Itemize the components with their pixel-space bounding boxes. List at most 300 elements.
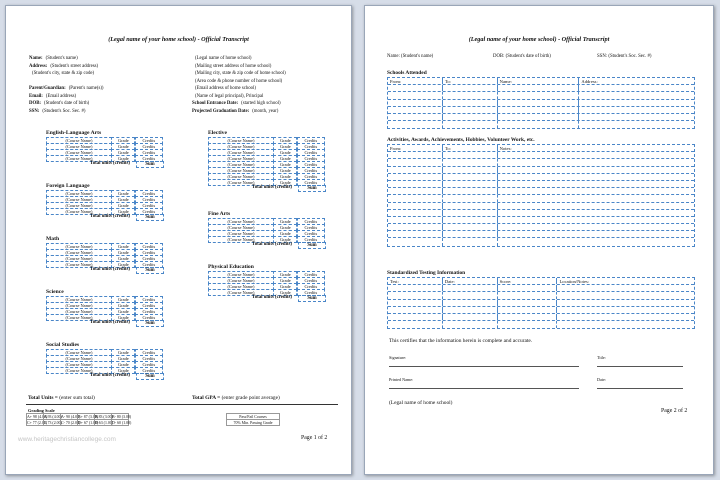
credits-cell[interactable]: Credits: [135, 143, 163, 150]
grade-cell[interactable]: Grade: [273, 149, 297, 156]
table-cell[interactable]: [579, 114, 694, 120]
sum-cell[interactable]: Sum: [136, 373, 164, 380]
course-name-cell[interactable]: (Course Name): [46, 155, 112, 162]
info-label: SSN:: [29, 108, 40, 114]
total-units-row: [208, 185, 326, 192]
table-cell[interactable]: [388, 174, 443, 180]
table-cell[interactable]: [443, 85, 498, 91]
grade-cell[interactable]: Grade: [273, 173, 297, 180]
activities-title: Activities, Awards, Achievements, Hobbies, Volunteer Work, etc.: [387, 137, 535, 143]
course-name-cell[interactable]: (Course Name): [208, 218, 274, 225]
table-cell[interactable]: [443, 195, 498, 201]
course-name-cell[interactable]: (Course Name): [208, 143, 274, 150]
sum-cell[interactable]: Sum: [298, 242, 326, 249]
activities-section: [387, 136, 695, 247]
course-name-cell[interactable]: (Course Name): [208, 271, 274, 278]
info-line: [29, 100, 104, 108]
course-name-cell[interactable]: (Course Name): [46, 202, 112, 209]
course-name-cell[interactable]: (Course Name): [208, 167, 274, 174]
grade-scale-cell: C+ 77 (2.00): [27, 421, 48, 425]
grade-cell[interactable]: Grade: [111, 196, 135, 203]
grade-cell[interactable]: Grade: [111, 202, 135, 209]
course-section: [208, 263, 326, 302]
table-cell[interactable]: [498, 307, 558, 313]
grading-scale: [26, 408, 346, 425]
info-value: (Mailing city, state & zip code of home school): [195, 71, 286, 76]
credits-cell[interactable]: Credits: [135, 314, 163, 321]
credits-cell[interactable]: Credits: [297, 271, 325, 278]
course-name-cell[interactable]: (Course Name): [46, 296, 112, 303]
table-cell[interactable]: [498, 224, 694, 230]
table-row: [388, 174, 694, 181]
grade-cell[interactable]: Grade: [111, 367, 135, 374]
title-line[interactable]: [597, 366, 683, 367]
header-name: Name: (Student's name): [387, 54, 434, 59]
grade-cell[interactable]: Grade: [111, 361, 135, 368]
credits-cell[interactable]: Credits: [297, 149, 325, 156]
grade-cell[interactable]: Grade: [273, 143, 297, 150]
table-row: [388, 238, 694, 245]
table-cell[interactable]: [498, 100, 580, 106]
column-header: Name:: [498, 78, 580, 84]
table-cell[interactable]: [443, 92, 498, 98]
table-cell[interactable]: [443, 174, 498, 180]
grade-scale-cell: B 83 (3.00): [95, 415, 113, 419]
table-cell[interactable]: [388, 195, 443, 201]
schools-attended-title: Schools Attended: [387, 70, 427, 76]
course-name-cell[interactable]: (Course Name): [208, 236, 274, 243]
table-cell[interactable]: [498, 203, 694, 209]
credits-cell[interactable]: Credits: [297, 224, 325, 231]
table-cell[interactable]: [557, 300, 694, 306]
grade-cell[interactable]: Grade: [111, 155, 135, 162]
table-cell[interactable]: [498, 314, 558, 320]
credits-cell[interactable]: Credits: [297, 230, 325, 237]
table-cell[interactable]: [388, 152, 443, 158]
credits-cell[interactable]: Credits: [135, 296, 163, 303]
table-cell[interactable]: [388, 217, 443, 223]
grade-cell[interactable]: Grade: [111, 261, 135, 268]
watermark: www.heritagechristiancollege.com: [18, 436, 116, 443]
column-header: Date:: [443, 278, 498, 284]
credits-cell[interactable]: Credits: [297, 167, 325, 174]
table-cell[interactable]: [388, 107, 443, 113]
sum-cell[interactable]: Sum: [136, 161, 164, 168]
table-cell[interactable]: [443, 107, 498, 113]
table-row: [388, 92, 694, 99]
table-cell[interactable]: [443, 307, 498, 313]
course-name-cell[interactable]: (Course Name): [208, 289, 274, 296]
info-value: (Student's Soc. Sec. #): [42, 108, 86, 114]
table-cell[interactable]: [388, 159, 443, 165]
table-cell[interactable]: [498, 121, 580, 128]
table-cell[interactable]: [498, 92, 580, 98]
course-name-cell[interactable]: (Course Name): [208, 161, 274, 168]
info-line: [192, 85, 286, 93]
grading-note: 70% Min. Passing Grade: [226, 419, 280, 426]
total-units-label: Total units (credits): [252, 242, 292, 247]
grade-cell[interactable]: Grade: [111, 302, 135, 309]
table-cell[interactable]: [388, 231, 443, 237]
table-cell[interactable]: [498, 174, 694, 180]
credits-cell[interactable]: Credits: [135, 155, 163, 162]
section-title: Fine Arts: [208, 211, 231, 217]
table-cell[interactable]: [443, 292, 498, 298]
course-section: [46, 235, 164, 274]
info-value: (Name of legal principal), Principal: [195, 93, 264, 99]
table-cell[interactable]: [443, 285, 498, 291]
grade-cell[interactable]: Grade: [111, 149, 135, 156]
certification-statement: This certifies that the information herein is complete and accurate.: [389, 338, 533, 344]
sum-cell[interactable]: Sum: [136, 320, 164, 327]
table-cell[interactable]: [498, 188, 694, 194]
grade-cell[interactable]: Grade: [111, 190, 135, 197]
course-name-cell[interactable]: (Course Name): [208, 173, 274, 180]
column-header: Score:: [498, 278, 558, 284]
credits-cell[interactable]: Credits: [135, 361, 163, 368]
grade-cell[interactable]: Grade: [273, 161, 297, 168]
course-name-cell[interactable]: (Course Name): [46, 208, 112, 215]
student-info-block: [29, 55, 104, 115]
info-line: [192, 55, 286, 63]
table-cell[interactable]: [498, 152, 694, 158]
table-cell[interactable]: [443, 114, 498, 120]
table-cell[interactable]: [388, 203, 443, 209]
course-name-cell[interactable]: (Course Name): [208, 149, 274, 156]
table-cell[interactable]: [388, 167, 443, 173]
table-cell[interactable]: [388, 285, 443, 291]
table-cell[interactable]: [388, 300, 443, 306]
grade-cell[interactable]: Grade: [273, 271, 297, 278]
course-name-cell[interactable]: (Course Name): [208, 224, 274, 231]
table-cell[interactable]: [388, 238, 443, 245]
table-cell[interactable]: [388, 314, 443, 320]
credits-cell[interactable]: Credits: [297, 155, 325, 162]
credits-cell[interactable]: Credits: [135, 190, 163, 197]
course-name-cell[interactable]: (Course Name): [46, 261, 112, 268]
credits-cell[interactable]: Credits: [135, 208, 163, 215]
table-cell[interactable]: [443, 181, 498, 187]
grade-cell[interactable]: Grade: [273, 218, 297, 225]
section-title: Science: [46, 289, 64, 295]
credits-cell[interactable]: Credits: [135, 243, 163, 250]
table-cell[interactable]: [443, 231, 498, 237]
credits-cell[interactable]: Credits: [297, 289, 325, 296]
table-cell[interactable]: [443, 203, 498, 209]
table-cell[interactable]: [557, 314, 694, 320]
course-name-cell[interactable]: (Course Name): [46, 367, 112, 374]
course-name-cell[interactable]: (Course Name): [208, 179, 274, 186]
grading-row: [26, 419, 346, 425]
grade-cell[interactable]: Grade: [273, 230, 297, 237]
grade-scale-cell: D 63 (1.00): [95, 421, 114, 425]
table-cell[interactable]: [443, 300, 498, 306]
course-name-cell[interactable]: (Course Name): [46, 190, 112, 197]
info-value: (Student's date of birth): [44, 101, 90, 106]
sum-cell[interactable]: Sum: [298, 295, 326, 302]
grade-cell[interactable]: Grade: [111, 349, 135, 356]
credits-cell[interactable]: Credits: [135, 308, 163, 315]
table-row: [388, 100, 694, 107]
table-cell[interactable]: [443, 210, 498, 216]
credits-cell[interactable]: Credits: [297, 236, 325, 243]
grade-cell[interactable]: Grade: [111, 208, 135, 215]
testing-section: [387, 269, 695, 329]
table-cell[interactable]: [498, 114, 580, 120]
credits-cell[interactable]: Credits: [297, 283, 325, 290]
table-cell[interactable]: [498, 181, 694, 187]
info-value: [29, 79, 32, 84]
table-cell[interactable]: [388, 210, 443, 216]
printed-name-line[interactable]: [389, 388, 579, 389]
grade-cell[interactable]: Grade: [111, 355, 135, 362]
grading-scale-title: Grading Scale: [28, 408, 55, 413]
testing-table: [387, 277, 695, 329]
table-cell[interactable]: [498, 300, 558, 306]
credits-cell[interactable]: Credits: [297, 161, 325, 168]
table-cell[interactable]: [388, 307, 443, 313]
table-row: [388, 292, 694, 299]
table-row: [388, 224, 694, 231]
grade-cell[interactable]: Grade: [273, 283, 297, 290]
course-name-cell[interactable]: (Course Name): [46, 243, 112, 250]
table-row: [388, 321, 694, 328]
table-cell[interactable]: [498, 217, 694, 223]
credits-cell[interactable]: Credits: [135, 255, 163, 262]
grade-scale-cell: D+ 67 (1.00): [78, 421, 99, 425]
school-info-block: [192, 55, 286, 115]
grade-cell[interactable]: Grade: [273, 137, 297, 144]
table-cell[interactable]: [443, 238, 498, 245]
table-cell[interactable]: [388, 181, 443, 187]
table-cell[interactable]: [557, 292, 694, 298]
info-line: [29, 93, 104, 101]
page-number-2: Page 2 of 2: [661, 408, 688, 414]
table-cell[interactable]: [557, 321, 694, 328]
total-units-label: Total units (credits): [252, 295, 292, 300]
table-cell[interactable]: [498, 107, 580, 113]
course-name-cell[interactable]: (Course Name): [208, 230, 274, 237]
course-section: [46, 182, 164, 221]
credits-cell[interactable]: Credits: [297, 173, 325, 180]
grade-cell[interactable]: Grade: [111, 143, 135, 150]
activities-table: [387, 144, 695, 247]
table-cell[interactable]: [579, 121, 694, 128]
total-units-label: Total units (credits): [252, 185, 292, 190]
course-name-cell[interactable]: (Course Name): [208, 155, 274, 162]
table-cell[interactable]: [388, 85, 443, 91]
grading-note: Pass/Fail Courses: [226, 413, 280, 420]
header-dob: DOB: (Student's date of birth): [493, 54, 551, 59]
table-cell[interactable]: [498, 231, 694, 237]
credits-cell[interactable]: Credits: [297, 179, 325, 186]
table-cell[interactable]: [579, 100, 694, 106]
table-cell[interactable]: [388, 121, 443, 128]
table-cell[interactable]: [443, 188, 498, 194]
table-cell[interactable]: [498, 238, 694, 245]
table-cell[interactable]: [498, 210, 694, 216]
grade-scale-cell: A- 90 (4.00): [61, 415, 81, 419]
grade-cell[interactable]: Grade: [273, 155, 297, 162]
table-cell[interactable]: [388, 292, 443, 298]
table-cell[interactable]: [388, 188, 443, 194]
total-units-row: [46, 161, 164, 168]
table-cell[interactable]: [557, 285, 694, 291]
table-cell[interactable]: [388, 321, 443, 328]
table-cell[interactable]: [388, 224, 443, 230]
course-name-cell[interactable]: (Course Name): [46, 355, 112, 362]
info-line: [192, 93, 286, 101]
course-name-cell[interactable]: (Course Name): [208, 137, 274, 144]
grade-cell[interactable]: Grade: [273, 277, 297, 284]
grade-cell[interactable]: Grade: [273, 167, 297, 174]
course-name-cell[interactable]: (Course Name): [46, 196, 112, 203]
table-row: [388, 300, 694, 307]
table-cell[interactable]: [498, 85, 580, 91]
credits-cell[interactable]: Credits: [135, 302, 163, 309]
table-header-row: [388, 145, 694, 152]
credits-cell[interactable]: Credits: [297, 218, 325, 225]
table-cell[interactable]: [498, 195, 694, 201]
grade-cell[interactable]: Grade: [111, 255, 135, 262]
table-cell[interactable]: [498, 167, 694, 173]
info-value: (Legal name of home school): [195, 56, 252, 61]
table-cell[interactable]: [443, 224, 498, 230]
table-cell[interactable]: [388, 100, 443, 106]
table-cell[interactable]: [498, 292, 558, 298]
info-label: Parent/Guardian:: [29, 86, 66, 91]
info-line: [192, 63, 286, 71]
credits-cell[interactable]: Credits: [297, 137, 325, 144]
course-name-cell[interactable]: (Course Name): [208, 283, 274, 290]
sum-cell[interactable]: Sum: [298, 185, 326, 192]
column-header: Address:: [581, 79, 598, 84]
course-name-cell[interactable]: (Course Name): [46, 361, 112, 368]
table-row: [388, 285, 694, 292]
credits-cell[interactable]: Credits: [297, 277, 325, 284]
credits-cell[interactable]: Credits: [135, 196, 163, 203]
sum-cell[interactable]: Sum: [136, 267, 164, 274]
title-label: Title:: [597, 355, 606, 360]
course-section: [46, 288, 164, 327]
table-cell[interactable]: [443, 152, 498, 158]
table-cell[interactable]: [443, 100, 498, 106]
grade-cell[interactable]: Grade: [111, 137, 135, 144]
course-name-cell[interactable]: (Course Name): [46, 302, 112, 309]
grade-cell[interactable]: Grade: [111, 296, 135, 303]
table-cell[interactable]: [388, 114, 443, 120]
column-header: Location/Notes:: [559, 279, 590, 284]
table-cell[interactable]: [498, 159, 694, 165]
total-units-label: Total units (credits): [90, 214, 130, 219]
grade-cell[interactable]: Grade: [273, 224, 297, 231]
grade-cell[interactable]: Grade: [273, 179, 297, 186]
info-line: [29, 63, 104, 71]
course-name-cell[interactable]: (Course Name): [46, 149, 112, 156]
course-name-cell[interactable]: (Course Name): [46, 137, 112, 144]
table-row: [388, 231, 694, 238]
course-name-cell[interactable]: (Course Name): [46, 249, 112, 256]
course-name-cell[interactable]: (Course Name): [46, 143, 112, 150]
date-line[interactable]: [597, 388, 683, 389]
credits-cell[interactable]: Credits: [135, 355, 163, 362]
table-cell[interactable]: [443, 159, 498, 165]
table-cell[interactable]: [579, 92, 694, 98]
sum-cell[interactable]: Sum: [136, 214, 164, 221]
table-row: [388, 195, 694, 202]
course-name-cell[interactable]: (Course Name): [46, 314, 112, 321]
course-name-cell[interactable]: (Course Name): [46, 349, 112, 356]
signature-label: Signature:: [389, 355, 407, 360]
table-cell[interactable]: [443, 167, 498, 173]
grade-cell[interactable]: Grade: [273, 236, 297, 243]
transcript-page-2: [364, 5, 714, 475]
course-section: [208, 210, 326, 249]
table-row: [388, 114, 694, 121]
info-line: [29, 85, 104, 93]
credits-cell[interactable]: Credits: [135, 261, 163, 268]
table-cell[interactable]: [579, 85, 694, 91]
grade-cell[interactable]: Grade: [273, 289, 297, 296]
info-value: (Mailing street address of home school): [195, 63, 272, 69]
column-header: Notes:: [499, 146, 512, 151]
table-row: [388, 314, 694, 321]
table-cell[interactable]: [557, 307, 694, 313]
info-label: Projected Graduation Date:: [192, 108, 250, 114]
table-cell[interactable]: [443, 121, 498, 128]
course-name-cell[interactable]: (Course Name): [46, 308, 112, 315]
course-name-cell[interactable]: (Course Name): [208, 277, 274, 284]
total-units-label: Total units (credits): [90, 373, 130, 378]
grade-scale-cell: D- 60 (1.00): [112, 421, 132, 425]
course-section: [46, 341, 164, 380]
table-cell[interactable]: [443, 321, 498, 328]
grade-cell[interactable]: Grade: [111, 249, 135, 256]
grade-scale-cell: B- 80 (3.00): [112, 415, 132, 419]
signature-line[interactable]: [389, 366, 579, 367]
table-cell[interactable]: [579, 107, 694, 113]
printed-name-label: Printed Name:: [389, 377, 414, 382]
credits-cell[interactable]: Credits: [135, 202, 163, 209]
table-header-row: [388, 78, 694, 85]
credits-cell[interactable]: Credits: [135, 137, 163, 144]
section-title: Math: [46, 236, 60, 242]
course-name-cell[interactable]: (Course Name): [46, 255, 112, 262]
grade-scale-cell: C- 70 (2.00): [61, 421, 81, 425]
grade-cell[interactable]: Grade: [111, 308, 135, 315]
info-label: School Entrance Date:: [192, 101, 239, 106]
grade-cell[interactable]: Grade: [111, 314, 135, 321]
credits-cell[interactable]: Credits: [135, 249, 163, 256]
credits-cell[interactable]: Credits: [135, 367, 163, 374]
table-row: [388, 107, 694, 114]
credits-cell[interactable]: Credits: [135, 149, 163, 156]
table-cell[interactable]: [443, 217, 498, 223]
grade-cell[interactable]: Grade: [111, 243, 135, 250]
table-row: [388, 85, 694, 92]
column-header: Test:: [388, 278, 443, 284]
table-cell[interactable]: [388, 92, 443, 98]
credits-cell[interactable]: Credits: [135, 349, 163, 356]
table-cell[interactable]: [498, 285, 558, 291]
page-number: Page 1 of 2: [301, 435, 328, 441]
table-row: [388, 181, 694, 188]
table-cell[interactable]: [498, 321, 558, 328]
transcript-title-2: (Legal name of your home school) - Official Transcript: [468, 36, 610, 43]
table-cell[interactable]: [443, 314, 498, 320]
credits-cell[interactable]: Credits: [297, 143, 325, 150]
info-line: [192, 100, 286, 108]
